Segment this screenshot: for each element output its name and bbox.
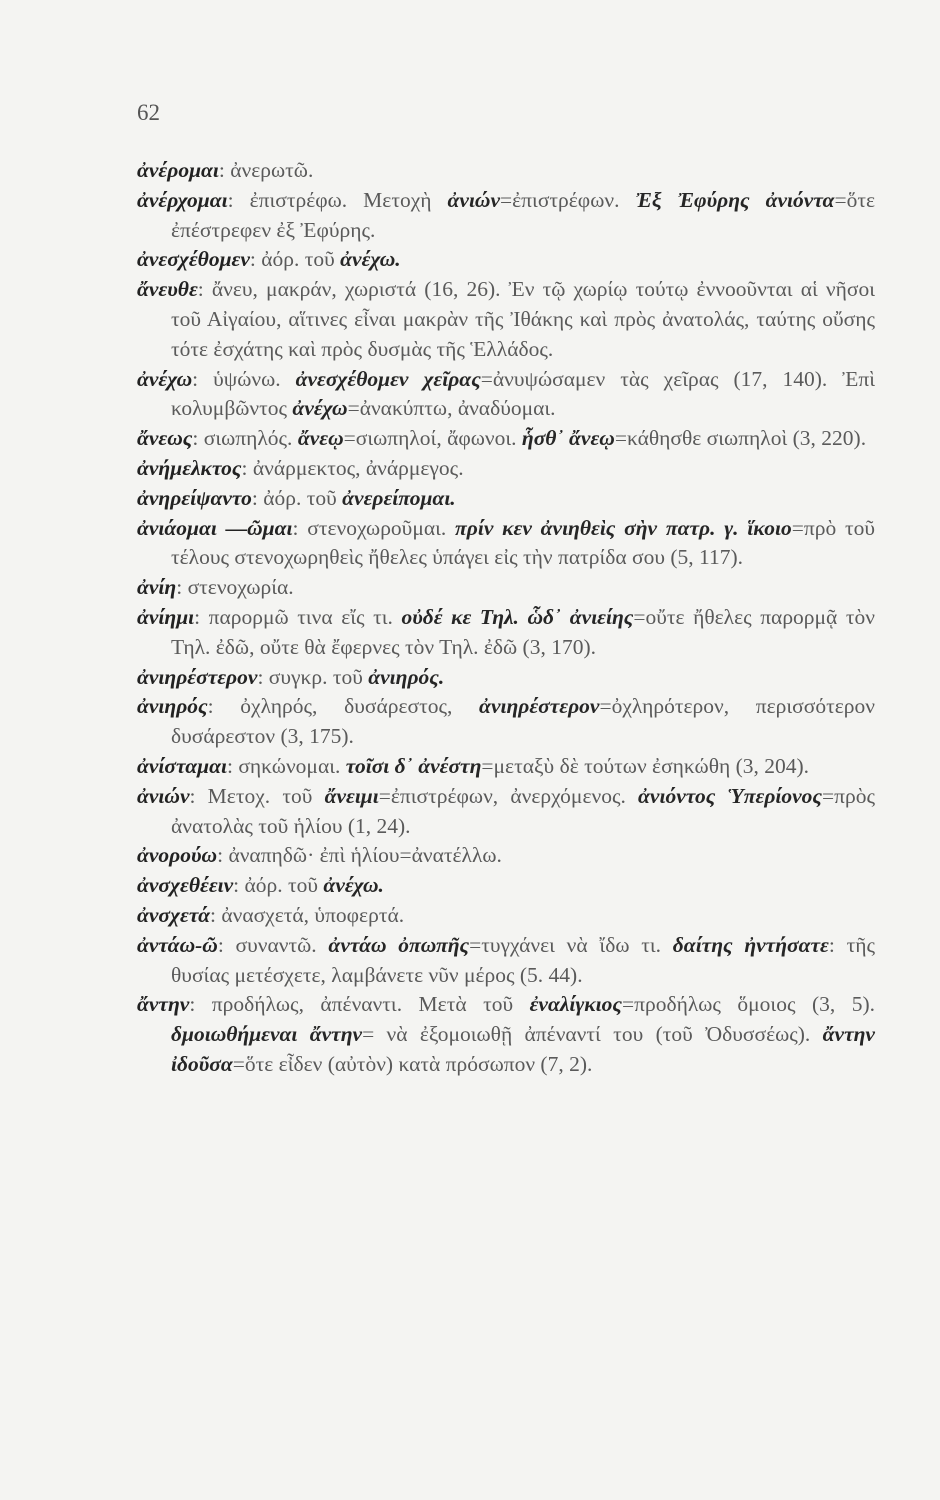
- dictionary-entry: [137, 990, 875, 1079]
- entry-gloss: : ἀνάρμεκτος, ἀνάρμεγος.: [241, 455, 464, 480]
- entry-gloss: =μεταξὺ δὲ τούτων ἐσηκώθη (3, 204).: [481, 753, 810, 778]
- entry-quote: ἀνεσχέθομεν χεῖρας: [295, 366, 481, 391]
- entry-quote: ἀνιόντος Ὑπερίονος: [638, 783, 823, 808]
- dictionary-entry: [137, 245, 875, 275]
- entry-gloss: : σιωπηλός.: [192, 426, 298, 451]
- entry-headword: ἄνεως: [137, 426, 193, 451]
- entry-headword: ἀνσχετά: [137, 902, 210, 927]
- dictionary-entry: [137, 782, 875, 842]
- entry-gloss: =οὔτε ἤθελες παρορμᾷ τὸν Τηλ. ἐδῶ, οὔτε θὰ ἔφερνες τὸν Τηλ. ἐδῶ (3, 170).: [171, 604, 875, 659]
- entry-headword: ἀνηρείψαντο: [137, 485, 252, 510]
- entry-gloss: : συγκρ. τοῦ: [257, 664, 369, 689]
- dictionary-entry: [137, 514, 875, 574]
- entry-gloss: =ὅτε εἶδεν (αὐτὸν) κατὰ πρόσωπον (7, 2).: [232, 1051, 593, 1076]
- entry-gloss: : ὀχληρός, δυσάρεστος,: [207, 694, 480, 719]
- entry-quote: ἐναλίγκιος: [529, 992, 622, 1017]
- entry-quote: τοῖσι δ᾽ ἀνέστη: [345, 753, 482, 778]
- entry-gloss: =τυγχάνει νὰ ἴδω τι.: [469, 932, 673, 957]
- entry-gloss: : ὑψώνω.: [192, 366, 296, 391]
- entry-gloss: : ἐπιστρέφω. Μετοχὴ: [227, 187, 448, 212]
- entry-headword: ἀνιηρέστερον: [137, 664, 258, 689]
- entry-gloss: : παρορμῶ τινα εἴς τι.: [194, 604, 402, 629]
- entry-gloss: =ὀχληρότερον, περισσότερον δυσάρεστον (3, 175).: [171, 694, 875, 749]
- entry-headword: ἀνίη: [137, 575, 177, 600]
- entry-quote: ἀνιών: [447, 187, 501, 212]
- dictionary-entry: [137, 692, 875, 752]
- dictionary-entry: [137, 365, 875, 425]
- dictionary-entry: [137, 663, 875, 693]
- entry-quote: ἄντην ἰδοῦσα: [171, 1022, 875, 1076]
- entry-quote: οὐδέ κε Τηλ. ὧδ᾽ ἀνιείης: [401, 604, 634, 629]
- dictionary-entry: [137, 603, 875, 663]
- entry-headword: ἀνέρχομαι: [137, 187, 228, 212]
- entry-headword: ἀνιηρός: [137, 694, 208, 719]
- entry-headword: ἀνιάομαι —ῶμαι: [137, 515, 293, 540]
- entry-quote: δμοιωθήμεναι ἄντην: [171, 1022, 363, 1047]
- entry-gloss: =κάθησθε σιωπηλοὶ (3, 220).: [614, 426, 867, 451]
- entry-headword: ἀντάω-ῶ: [137, 932, 218, 957]
- dictionary-entry: [137, 454, 875, 484]
- dictionary-entry: [137, 186, 875, 246]
- dictionary-entry: [137, 752, 875, 782]
- glossary-entries: [137, 156, 875, 1080]
- entry-quote: ἀνέχω.: [323, 873, 384, 898]
- entry-gloss: : ἀνερωτῶ.: [218, 158, 314, 182]
- dictionary-entry: [137, 275, 875, 364]
- entry-headword: ἀνορούω: [137, 843, 218, 868]
- dictionary-entry: [137, 871, 875, 901]
- entry-quote: ἀντάω ὀπωπῆς: [328, 932, 470, 957]
- entry-quote: ἀνερείπομαι.: [342, 485, 456, 510]
- entry-gloss: =σιωπηλοί, ἄφωνοι.: [343, 426, 522, 451]
- entry-headword: ἀνέχω: [137, 366, 193, 391]
- entry-gloss: : συναντῶ.: [217, 932, 329, 957]
- entry-gloss: =ὅτε ἐπέστρεφεν ἐξ Ἐφύρης.: [171, 187, 875, 242]
- page-number: 62: [137, 100, 160, 125]
- entry-quote: ἀνέχω: [292, 396, 348, 421]
- entry-headword: ἄντην: [137, 992, 190, 1017]
- dictionary-entry: [137, 931, 875, 991]
- entry-gloss: : ἀόρ. τοῦ: [249, 247, 341, 272]
- entry-gloss: : σηκώνομαι.: [226, 753, 346, 778]
- entry-headword: ἀνιών: [137, 783, 190, 808]
- entry-gloss: : προδήλως, ἀπέναντι. Μετὰ τοῦ: [189, 992, 530, 1017]
- dictionary-entry: [137, 841, 875, 871]
- entry-gloss: =ἀνακύπτω, ἀναδύομαι.: [347, 396, 556, 421]
- entry-headword: ἀνίσταμαι: [137, 753, 227, 778]
- dictionary-entry: [137, 156, 875, 186]
- entry-gloss: : ἀνασχετά, ὑποφερτά.: [209, 902, 405, 927]
- entry-gloss: =πρὸς ἀνατολὰς τοῦ ἡλίου (1, 24).: [171, 783, 875, 838]
- entry-headword: ἀνσχεθέειν: [137, 873, 234, 898]
- entry-quote: Ἐξ Ἐφύρης ἀνιόντα: [635, 187, 835, 212]
- entry-gloss: : Μετοχ. τοῦ: [189, 783, 325, 808]
- entry-headword: ἀνέρομαι: [137, 158, 219, 182]
- entry-quote: ἀνιηρός.: [368, 664, 445, 689]
- entry-quote: ἄνειμι: [324, 783, 379, 808]
- entry-quote: ἧσθ᾽ ἄνεῳ: [521, 426, 615, 451]
- entry-gloss: =προδήλως ὅμοιος (3, 5).: [622, 992, 875, 1017]
- entry-quote: δαίτης ἠντήσατε: [672, 932, 829, 957]
- entry-headword: ἀνεσχέθομεν: [137, 247, 250, 272]
- entry-quote: πρίν κεν ἀνιηθεὶς σὴν πατρ. γ. ἵκοιο: [455, 515, 792, 540]
- entry-gloss: =ἐπιστρέφων, ἀνερχόμενος.: [378, 783, 639, 808]
- entry-quote: ἄνεῳ: [297, 426, 344, 451]
- dictionary-entry: [137, 424, 875, 454]
- entry-gloss: : τῆς θυσίας μετέσχετε, λαμβάνετε νῦν μέρος (5. 44).: [171, 932, 875, 987]
- dictionary-entry: [137, 901, 875, 931]
- entry-gloss: : ἀόρ. τοῦ: [251, 485, 343, 510]
- entry-headword: ἀνίημι: [137, 604, 195, 629]
- entry-gloss: : ἀναπηδῶ· ἐπὶ ἡλίου=ἀνατέλλω.: [217, 843, 502, 868]
- entry-gloss: =ἐπιστρέφων.: [500, 187, 636, 212]
- entry-gloss: : ἀόρ. τοῦ: [233, 873, 324, 898]
- entry-gloss: : ἄνευ, μακράν, χωριστά (16, 26). Ἐν τῷ χωρίῳ τούτῳ ἐννοοῦνται αἱ νῆσοι τοῦ Αἰγαίου, αἵτινες εἶναι μακρὰν τῆς Ἰθάκης καὶ πρὸς ἀνατολάς, ταύτης οὔσης τότε ἐσχάτης καὶ πρὸς δυσμὰς τῆς Ἑλλάδος.: [171, 277, 875, 361]
- entry-gloss: = νὰ ἐξομοιωθῇ ἀπέναντί του (τοῦ Ὀδυσσέως).: [362, 1022, 823, 1047]
- entry-headword: ἀνήμελκτος: [137, 455, 242, 480]
- entry-headword: ἄνευθε: [137, 277, 198, 302]
- entry-quote: ἀνέχω.: [340, 247, 401, 272]
- entry-gloss: =ἀνυψώσαμεν τὰς χεῖρας (17, 140). Ἐπὶ κολυμβῶντος: [171, 366, 875, 421]
- dictionary-entry: [137, 484, 875, 514]
- entry-gloss: : στενοχωροῦμαι.: [292, 515, 456, 540]
- dictionary-entry: [137, 573, 875, 603]
- entry-quote: ἀνιηρέστερον: [479, 694, 600, 719]
- entry-gloss: =πρὸ τοῦ τέλους στενοχωρηθεὶς ἤθελες ὑπάγει εἰς τὴν πατρίδα σου (5, 117).: [171, 515, 875, 570]
- entry-gloss: : στενοχωρία.: [176, 575, 294, 600]
